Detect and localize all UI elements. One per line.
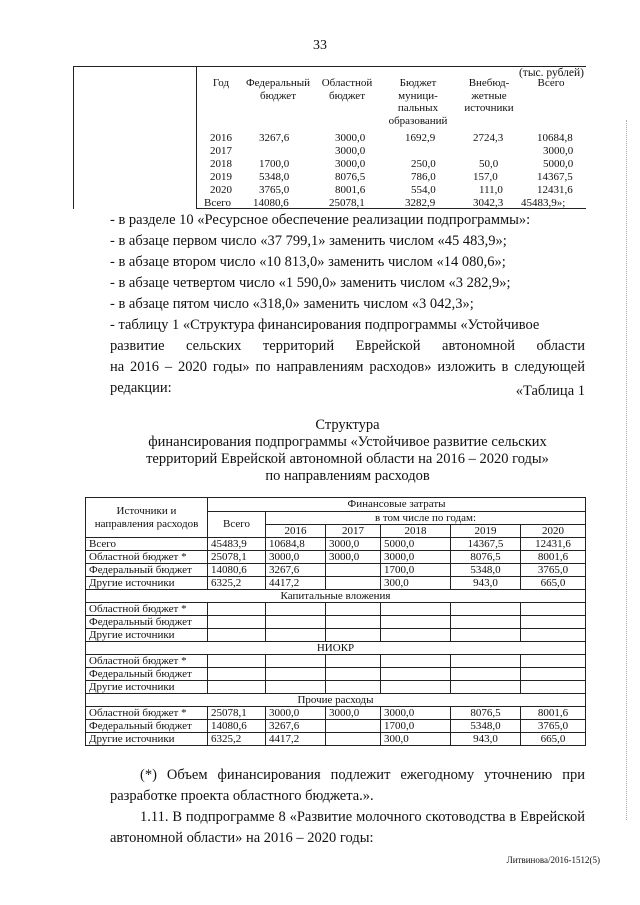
header-year: Год <box>212 77 230 89</box>
table-row: Федеральный бюджет 14080,6 3267,6 1700,0 5348,0 3765,0 <box>86 720 586 733</box>
table-reference: «Таблица 1 <box>515 383 585 399</box>
page-number: 33 <box>313 38 327 53</box>
footnote-line-2: разработке проекта областного бюджета.». <box>110 788 374 804</box>
header-total: Всего <box>208 511 266 538</box>
header-total: Всего <box>537 77 565 89</box>
section-capital-investments: Капитальные вложения <box>86 590 586 603</box>
paragraph-fourth: - в абзаце четвертом число «1 590,0» заменить числом «3 282,9»; <box>110 275 511 291</box>
table-row: Другие источники 6325,2 4417,2 300,0 943,0 665,0 <box>86 577 586 590</box>
table-row: Другие источники <box>86 681 586 694</box>
title-line-4: по направлениям расходов <box>265 468 430 484</box>
item-1-11-line-1: 1.11. В подпрограмме 8 «Развитие молочного скотоводства в Еврейской <box>140 809 585 825</box>
table-row: 2018 1700,0 3000,0 250,0 50,0 5000,0 <box>210 158 574 170</box>
header-by-years: в том числе по годам: <box>266 511 586 525</box>
funding-by-year-table <box>73 66 586 209</box>
table-row: Федеральный бюджет 14080,6 3267,6 1700,0 5348,0 3765,0 <box>86 564 586 577</box>
table-row-total: Всего 14080,6 25078,1 3282,9 3042,3 45483,9»; <box>204 197 566 209</box>
header-year-2017: 2017 <box>326 525 381 538</box>
header-year-2016: 2016 <box>266 525 326 538</box>
table-row: Областной бюджет * <box>86 655 586 668</box>
paragraph-table1-line2: развитие сельских территорий Еврейской автономной области <box>110 338 585 354</box>
title-line-2: финансирования подпрограммы «Устойчивое развитие сельских <box>148 434 547 450</box>
paragraph-table1-line1: - таблицу 1 «Структура финансирования подпрограммы «Устойчивое <box>110 317 540 333</box>
item-1-11-line-2: автономной области» на 2016 – 2020 годы: <box>110 830 374 846</box>
header-year-2019: 2019 <box>451 525 521 538</box>
title-line-3: территорий Еврейской автономной области на 2016 – 2020 годы» <box>146 451 549 467</box>
table-row: Областной бюджет * 25078,1 3000,0 3000,0 3000,0 8076,5 8001,6 <box>86 551 586 564</box>
scan-edge <box>626 120 628 820</box>
header-extrabudget: Внебюд-жетные источники <box>464 77 514 114</box>
section-other-expenses: Прочие расходы <box>86 694 586 707</box>
table-row: Федеральный бюджет <box>86 616 586 629</box>
table-row: 2017 3000,0 3000,0 <box>210 145 574 157</box>
unit-label: (тыс. рублей) <box>518 67 584 79</box>
table-row: Другие источники <box>86 629 586 642</box>
footnote-line-1: (*) Объем финансирования подлежит ежегодному уточнению при <box>140 767 585 783</box>
paragraph-section10: - в разделе 10 «Ресурсное обеспечение реализации подпрограммы»: <box>110 212 531 228</box>
paragraph-first: - в абзаце первом число «37 799,1» заменить числом «45 483,9»; <box>110 233 507 249</box>
footer-reference: Литвинова/2016-1512(5) <box>506 855 600 865</box>
table-row: 2019 5348,0 8076,5 786,0 157,0 14367,5 <box>210 171 573 183</box>
paragraph-fifth: - в абзаце пятом число «318,0» заменить числом «3 042,3»; <box>110 296 474 312</box>
table-row: 2020 3765,0 8001,6 554,0 111,0 12431,6 <box>210 184 573 196</box>
table-row: 2016 3267,6 3000,0 1692,9 2724,3 10684,8 <box>210 132 573 144</box>
paragraph-second: - в абзаце втором число «10 813,0» заменить числом «14 080,6»; <box>110 254 506 270</box>
table-row: Федеральный бюджет <box>86 668 586 681</box>
financing-structure-table <box>85 497 586 746</box>
header-regional: Областной бюджет <box>321 77 373 102</box>
table-row: Областной бюджет * 25078,1 3000,0 3000,0 3000,0 8076,5 8001,6 <box>86 707 586 720</box>
header-year-2018: 2018 <box>381 525 451 538</box>
table-row: Областной бюджет * <box>86 603 586 616</box>
paragraph-table1-line4: редакции: <box>110 380 172 396</box>
header-year-2020: 2020 <box>521 525 586 538</box>
table-row: Всего 45483,9 10684,8 3000,0 5000,0 14367,5 12431,6 <box>86 538 586 551</box>
header-financial-costs: Финансовые затраты <box>208 498 586 512</box>
header-sources: Источники и направления расходов <box>86 498 208 538</box>
header-municipal: Бюджет муници-пальных образований <box>388 77 448 127</box>
empty-left-cell <box>73 66 197 209</box>
paragraph-table1-line3: на 2016 – 2020 годы» по направлениям расходов» изложить в следующей <box>110 359 585 375</box>
header-federal: Федеральный бюджет <box>245 77 311 102</box>
section-niokr: НИОКР <box>86 642 586 655</box>
title-line-1: Структура <box>315 417 380 433</box>
table-row: Другие источники 6325,2 4417,2 300,0 943,0 665,0 <box>86 733 586 746</box>
